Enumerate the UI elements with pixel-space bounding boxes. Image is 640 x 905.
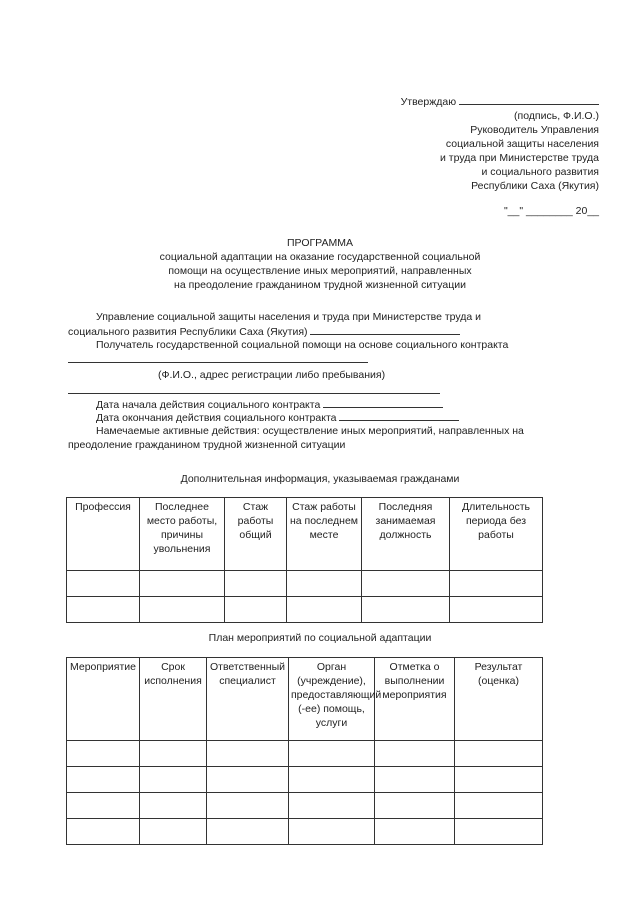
table-cell[interactable]	[375, 741, 455, 767]
header-activity: Мероприятие	[67, 658, 140, 741]
management-field[interactable]	[310, 324, 460, 335]
activities-line-1: Намечаемые активные действия: осуществление иных мероприятий, направленных на	[96, 425, 524, 437]
table-cell[interactable]	[207, 767, 289, 793]
document-title	[0, 236, 640, 292]
header-last-position: Последняя занимаемая должность	[362, 498, 450, 571]
signature-note: (подпись, Ф.И.О.)	[514, 110, 599, 122]
end-date-line	[68, 410, 566, 425]
signature-line[interactable]	[459, 94, 599, 105]
approver-line: и социального развития	[481, 166, 599, 178]
management-line-2	[68, 324, 538, 339]
table-cell[interactable]	[450, 597, 543, 623]
management-label: социального развития Республики Саха (Якутия)	[68, 326, 308, 338]
approver-line: социальной защиты населения	[445, 138, 599, 150]
table-cell[interactable]	[455, 741, 543, 767]
approval-block	[339, 94, 599, 193]
header-result: Результат (оценка)	[455, 658, 543, 741]
table-cell[interactable]	[140, 741, 207, 767]
table-cell[interactable]	[362, 597, 450, 623]
table-cell[interactable]	[455, 819, 543, 845]
start-date-field[interactable]	[323, 397, 443, 408]
additional-info-table	[66, 497, 543, 623]
table-cell[interactable]	[289, 793, 375, 819]
approve-line	[339, 94, 599, 109]
recipient-field[interactable]	[68, 362, 368, 363]
title-line: на преодоление гражданином трудной жизненной ситуации	[174, 279, 466, 291]
table-cell[interactable]	[375, 819, 455, 845]
table-cell[interactable]	[289, 819, 375, 845]
table1-caption: Дополнительная информация, указываемая гражданами	[180, 473, 460, 485]
table2-caption: План мероприятий по социальной адаптации	[208, 632, 432, 644]
end-date-field[interactable]	[339, 410, 459, 421]
adaptation-plan-table	[66, 657, 543, 845]
end-date-label: Дата окончания действия социального контракта	[96, 412, 337, 424]
table-cell[interactable]	[289, 767, 375, 793]
table-cell[interactable]	[67, 571, 140, 597]
approval-date[interactable]: "__" ________ 20__	[503, 205, 599, 217]
table-cell[interactable]	[375, 767, 455, 793]
table-cell[interactable]	[207, 819, 289, 845]
approver-line: Республики Саха (Якутия)	[471, 180, 599, 192]
header-deadline: Срок исполнения	[140, 658, 207, 741]
header-total-experience: Стаж работы общий	[225, 498, 287, 571]
title-line: помощи на осуществление иных мероприятий, направленных	[168, 265, 472, 277]
approver-line: и труда при Министерстве труда	[440, 152, 599, 164]
table-cell[interactable]	[207, 741, 289, 767]
table-cell[interactable]	[67, 597, 140, 623]
start-date-label: Дата начала действия социального контракта	[96, 399, 321, 411]
table-cell[interactable]	[450, 571, 543, 597]
recipient-line: Получатель государственной социальной помощи на основе социального контракта	[96, 339, 509, 351]
table-cell[interactable]	[67, 793, 140, 819]
header-authority: Орган (учреждение), предоставляющий (-ее) помощь, услуги	[289, 658, 375, 741]
table-cell[interactable]	[140, 597, 225, 623]
management-line-1: Управление социальной защиты населения и труда при Министерстве труда и	[96, 311, 482, 323]
table-row	[67, 571, 543, 597]
table-cell[interactable]	[225, 571, 287, 597]
activities-line-2: преодоление гражданином трудной жизненной ситуации	[68, 439, 346, 451]
table-cell[interactable]	[67, 741, 140, 767]
header-profession: Профессия	[67, 498, 140, 571]
table-cell[interactable]	[455, 793, 543, 819]
table-cell[interactable]	[289, 741, 375, 767]
header-completion-mark: Отметка о выполнении мероприятия	[375, 658, 455, 741]
header-last-place-experience: Стаж работы на последнем месте	[287, 498, 362, 571]
table-header-row	[67, 658, 543, 741]
header-last-job: Последнее место работы, причины увольнения	[140, 498, 225, 571]
table-cell[interactable]	[140, 571, 225, 597]
title-line: социальной адаптации на оказание государственной социальной	[159, 251, 481, 263]
table-cell[interactable]	[67, 767, 140, 793]
table-row	[67, 767, 543, 793]
table-cell[interactable]	[140, 793, 207, 819]
table-cell[interactable]	[287, 571, 362, 597]
table-header-row	[67, 498, 543, 571]
fio-note: (Ф.И.О., адрес регистрации либо пребывания)	[158, 369, 386, 381]
header-responsible: Ответственный специалист	[207, 658, 289, 741]
table-cell[interactable]	[375, 793, 455, 819]
approve-label: Утверждаю	[400, 96, 457, 108]
table-cell[interactable]	[67, 819, 140, 845]
table-row	[67, 597, 543, 623]
table-row	[67, 819, 543, 845]
table-cell[interactable]	[207, 793, 289, 819]
table-row	[67, 741, 543, 767]
title-heading: ПРОГРАММА	[287, 237, 353, 249]
table-cell[interactable]	[225, 597, 287, 623]
table-cell[interactable]	[455, 767, 543, 793]
table-row	[67, 793, 543, 819]
table-cell[interactable]	[140, 767, 207, 793]
approver-line: Руководитель Управления	[470, 124, 599, 136]
table-cell[interactable]	[287, 597, 362, 623]
address-field[interactable]	[68, 393, 440, 394]
header-unemployment-period: Длительность периода без работы	[450, 498, 543, 571]
table-cell[interactable]	[362, 571, 450, 597]
table-cell[interactable]	[140, 819, 207, 845]
